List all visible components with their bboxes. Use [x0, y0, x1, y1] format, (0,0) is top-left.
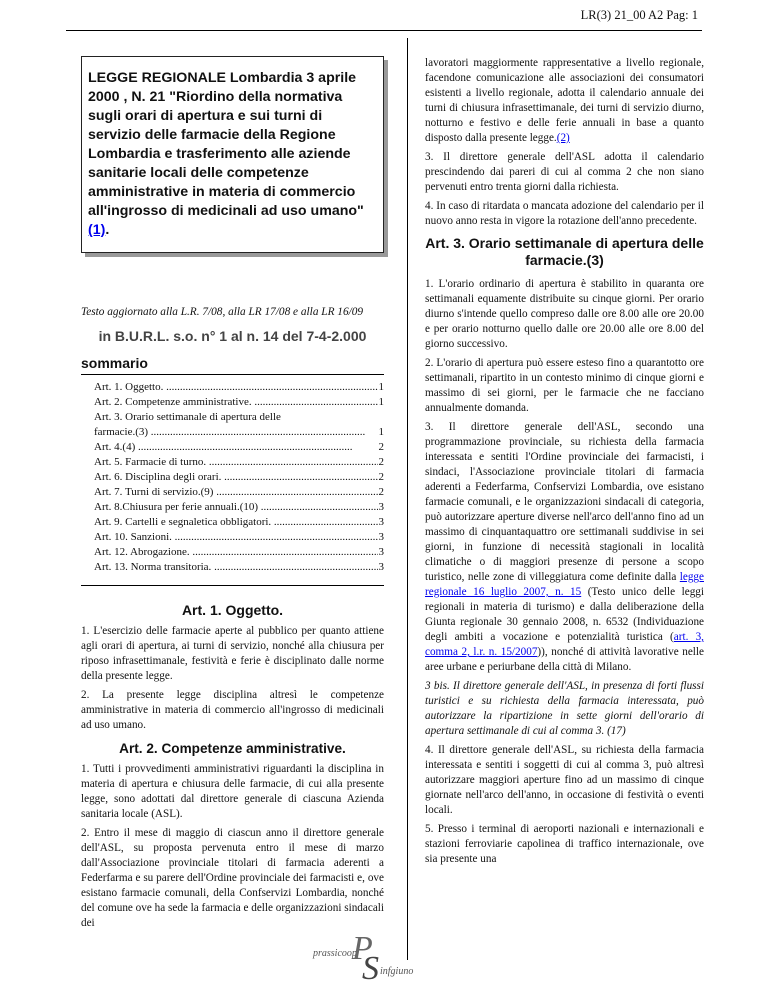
toc-item-page: 3 — [378, 501, 384, 513]
art2-paragraph: 2. Entro il mese di maggio di ciascun anno il direttore generale dell'ASL, su proposta pervenuta entro il mese di marzo dall'Associazione provinciale titolari di farmacia aderenti a Federfarma e su parere dell'Ordine provinciale dei farmacisti e, ove esistano farmacie comunali, della Confservizi Lombardia, nonché del comune ove ha sede la farmacia e delle organizzazioni sindacali dei — [81, 827, 384, 929]
toc-item-page: 1 — [378, 381, 384, 393]
logo-letter-s: S — [362, 950, 379, 987]
updated-note: Testo aggiornato alla L.R. 7/08, alla LR 17/08 e alla LR 16/09 — [81, 306, 364, 318]
logo-letter-p: P — [352, 930, 373, 967]
toc-item[interactable] — [94, 395, 384, 410]
toc-item[interactable] — [94, 485, 384, 500]
toc-item-page: 3 — [378, 546, 384, 558]
art3-paragraph-3 — [425, 420, 704, 675]
toc-item[interactable] — [94, 410, 384, 425]
toc-item[interactable] — [94, 530, 384, 545]
art3-heading: Art. 3. Orario settimanale di apertura delle farmacie.(3) — [425, 235, 704, 268]
toc-item[interactable] — [94, 425, 384, 440]
art2-paragraph-cont — [425, 56, 704, 146]
publisher-logo — [310, 928, 460, 988]
art3-paragraph: 4. Il direttore generale dell'ASL, su richiesta della farmacia interessata e sentiti i soggetti di cui al comma 3, può altresì autorizzare maggiori aperture fino ad un massimo di cinque giornate nell'arco dell'anno, in occasione di festività o eventi locali. — [425, 744, 704, 816]
toc-item-label: Art. 4.(4) ..... — [94, 440, 378, 455]
toc-item-page: 1 — [378, 426, 384, 438]
toc-item-page: 2 — [378, 441, 384, 453]
toc-item-label: Art. 3. Orario settimanale di apertura delle — [94, 411, 281, 423]
logo-text-1: prassicoop — [313, 948, 357, 959]
art3-paragraph: 5. Presso i terminal di aeroporti nazionali e internazionali e stazioni ferroviarie capolinea di traffico internazionale, ove sia presente una — [425, 823, 704, 865]
toc-item-page: 1 — [378, 396, 384, 408]
footnote-link-2[interactable]: (2) — [556, 132, 570, 144]
toc-item-page: 3 — [378, 531, 384, 543]
art3-p3-text-b: (Testo unico delle leggi regionali in materia di turismo) e dalla deliberazione della Giunta regionale 30 gennaio 2008, n. 6532 (Individuazione degli ambiti a vocazione e potenzialità turistica ( — [425, 586, 704, 643]
toc-item-label: Art. 10. Sanzioni. ..... — [94, 530, 378, 545]
toc-item[interactable] — [94, 380, 384, 395]
logo-text-2: infgiuno — [380, 966, 414, 977]
law-title: LEGGE REGIONALE Lombardia 3 aprile 2000 , N. 21 "Riordino della normativa sugli orari di apertura e sui turni di servizio delle farmacie della Regione Lombardia e trasferimento alle aziende sanitarie locali delle competenze amministrative in materia di commercio all'ingrosso di medicinali ad uso umano" — [88, 70, 364, 219]
column-divider — [407, 38, 408, 960]
toc-item[interactable] — [94, 500, 384, 515]
toc-item[interactable] — [94, 440, 384, 455]
toc-item-label: Art. 12. Abrogazione. ..... — [94, 545, 378, 560]
header-rule — [66, 30, 702, 31]
link-lr-15-2007[interactable]: legge regionale 16 luglio 2007, n. 15 — [425, 571, 704, 598]
toc-item[interactable] — [94, 515, 384, 530]
art3-p3-text-a: 3. Il direttore generale dell'ASL, secondo una programmazione provinciale, su richiesta della farmacia interessata e sentiti l'Ordine provinciale dei farmacisti, i sindaci, l'Associazione provinciale titolari di farmacia aderenti a Federfarma, Confservizi Lombardia, ove esistano farmacie comunali, e le organizzazioni sindacali di categoria, può autorizzare aperture diverse nell'arco dell'anno fino ad un massimo di cinquantaquattro ore settimanali suddivise in sei giorni, in funzione di necessità stagionali in località climatiche o di maggiori presenze di persone a scopo turistico, nelle zone di villeggiatura come definite dalla — [425, 421, 704, 583]
toc-item[interactable] — [94, 455, 384, 470]
toc-item-label: Art. 9. Cartelli e segnaletica obbligatori. ..... — [94, 515, 378, 530]
art3-paragraph-3bis: 3 bis. Il direttore generale dell'ASL, in presenza di forti flussi turistici e su richiesta della farmacia interessata, può autorizzare la ripartizione in sette giorni dell'orario di apertura settimanale di cui al comma 3. (17) — [425, 680, 704, 737]
toc-item-label: Art. 13. Norma transitoria. ..... — [94, 560, 378, 575]
link-art3-comma2[interactable]: art. 3, comma 2, l.r. n. 15/2007 — [425, 631, 704, 658]
table-of-contents — [81, 380, 384, 575]
toc-rule — [81, 585, 384, 586]
toc-item-label: Art. 8.Chiusura per ferie annuali.(10) ..... — [94, 500, 378, 515]
art3-paragraph: 2. L'orario di apertura può essere esteso fino a quarantotto ore settimanali, ripartito in un contesto minimo di cinque giorni e massimo di sei giorni, per le farmacie che ne facciano annualmente domanda. — [425, 357, 704, 414]
toc-item-label: Art. 6. Disciplina degli orari. ..... — [94, 470, 378, 485]
art1-paragraph: 2. La presente legge disciplina altresì le competenze amministrative in materia di commercio all'ingrosso di medicinali ad uso umano. — [81, 689, 384, 731]
toc-item-label: Art. 2. Competenze amministrative. ..... — [94, 395, 378, 410]
law-title-box — [81, 56, 384, 253]
art2-paragraph: 1. Tutti i provvedimenti amministrativi riguardanti la disciplina in materia di apertura e chiusura delle farmacie, di cui alla presente legge, sono adottati dal direttore generale di ciascuna Azienda sanitaria locale (ASL). — [81, 763, 384, 820]
art2-paragraph: 4. In caso di ritardata o mancata adozione del calendario per il nuovo anno resta in vigore la rotazione dell'anno precedente. — [425, 200, 704, 227]
toc-item[interactable] — [94, 560, 384, 575]
sommario-heading: sommario — [81, 355, 148, 371]
toc-item-page: 2 — [378, 471, 384, 483]
art2-paragraph: 3. Il direttore generale dell'ASL adotta il calendario prescindendo dai pareri di cui al comma 2 che non siano pervenuti entro trenta giorni dalla richiesta. — [425, 151, 704, 193]
burl-reference: in B.U.R.L. s.o. n° 1 al n. 14 del 7-4-2.000 — [98, 328, 367, 344]
left-column — [81, 56, 384, 935]
toc-item-page — [383, 410, 384, 425]
title-end: . — [105, 222, 110, 238]
right-column — [425, 56, 704, 871]
page-header: LR(3) 21_00 A2 Pag: 1 — [580, 8, 698, 22]
toc-item-label: farmacie.(3) ..... — [94, 425, 378, 440]
toc-item-label: Art. 7. Turni di servizio.(9) ..... — [94, 485, 378, 500]
toc-item-page: 3 — [378, 561, 384, 573]
toc-item[interactable] — [94, 545, 384, 560]
art3-paragraph: 1. L'orario ordinario di apertura è stabilito in quaranta ore settimanali equamente distribuite su cinque giorni. Per orario diurno s'intende quello compreso dalle ore 8.00 alle ore 20.00 e per orario notturno quello dalle ore 20.00 alle ore 8.00 del giorno successivo. — [425, 278, 704, 350]
toc-item-label: Art. 5. Farmacie di turno. ..... — [94, 455, 378, 470]
toc-item-page: 2 — [378, 456, 384, 468]
toc-item[interactable] — [94, 470, 384, 485]
art1-paragraph: 1. L'esercizio delle farmacie aperte al pubblico per quanto attiene agli orari di apertura, ai turni di servizio, nonché alla chiusura per riposo infrasettimanale, festività e ferie è disciplinato dalle norme della presente legge. — [81, 625, 384, 682]
footnote-link-1[interactable]: (1) — [88, 222, 106, 238]
toc-item-page: 2 — [378, 486, 384, 498]
toc-item-label: Art. 1. Oggetto. ..... — [94, 380, 378, 395]
sommario-rule — [81, 374, 384, 375]
art1-heading: Art. 1. Oggetto. — [181, 602, 284, 618]
art2-p2-cont-text: lavoratori maggiormente rappresentative a livello regionale, facendone comunicazione alle associazioni dei consumatori esistenti a livello regionale, adotta il calendario annuale dei turni di chiusura infrasettimanale, dei turni di servizio diurno, notturno e festivo e delle ferie annuali in base a quanto disposto dalla presente legge. — [425, 57, 704, 144]
art3-p3-text-c: )), nonché di attività lavorative nelle aree urbane e periurbane della città di Milano. — [425, 646, 704, 673]
art2-heading: Art. 2. Competenze amministrative. — [119, 741, 346, 756]
toc-item-page: 3 — [378, 516, 384, 528]
